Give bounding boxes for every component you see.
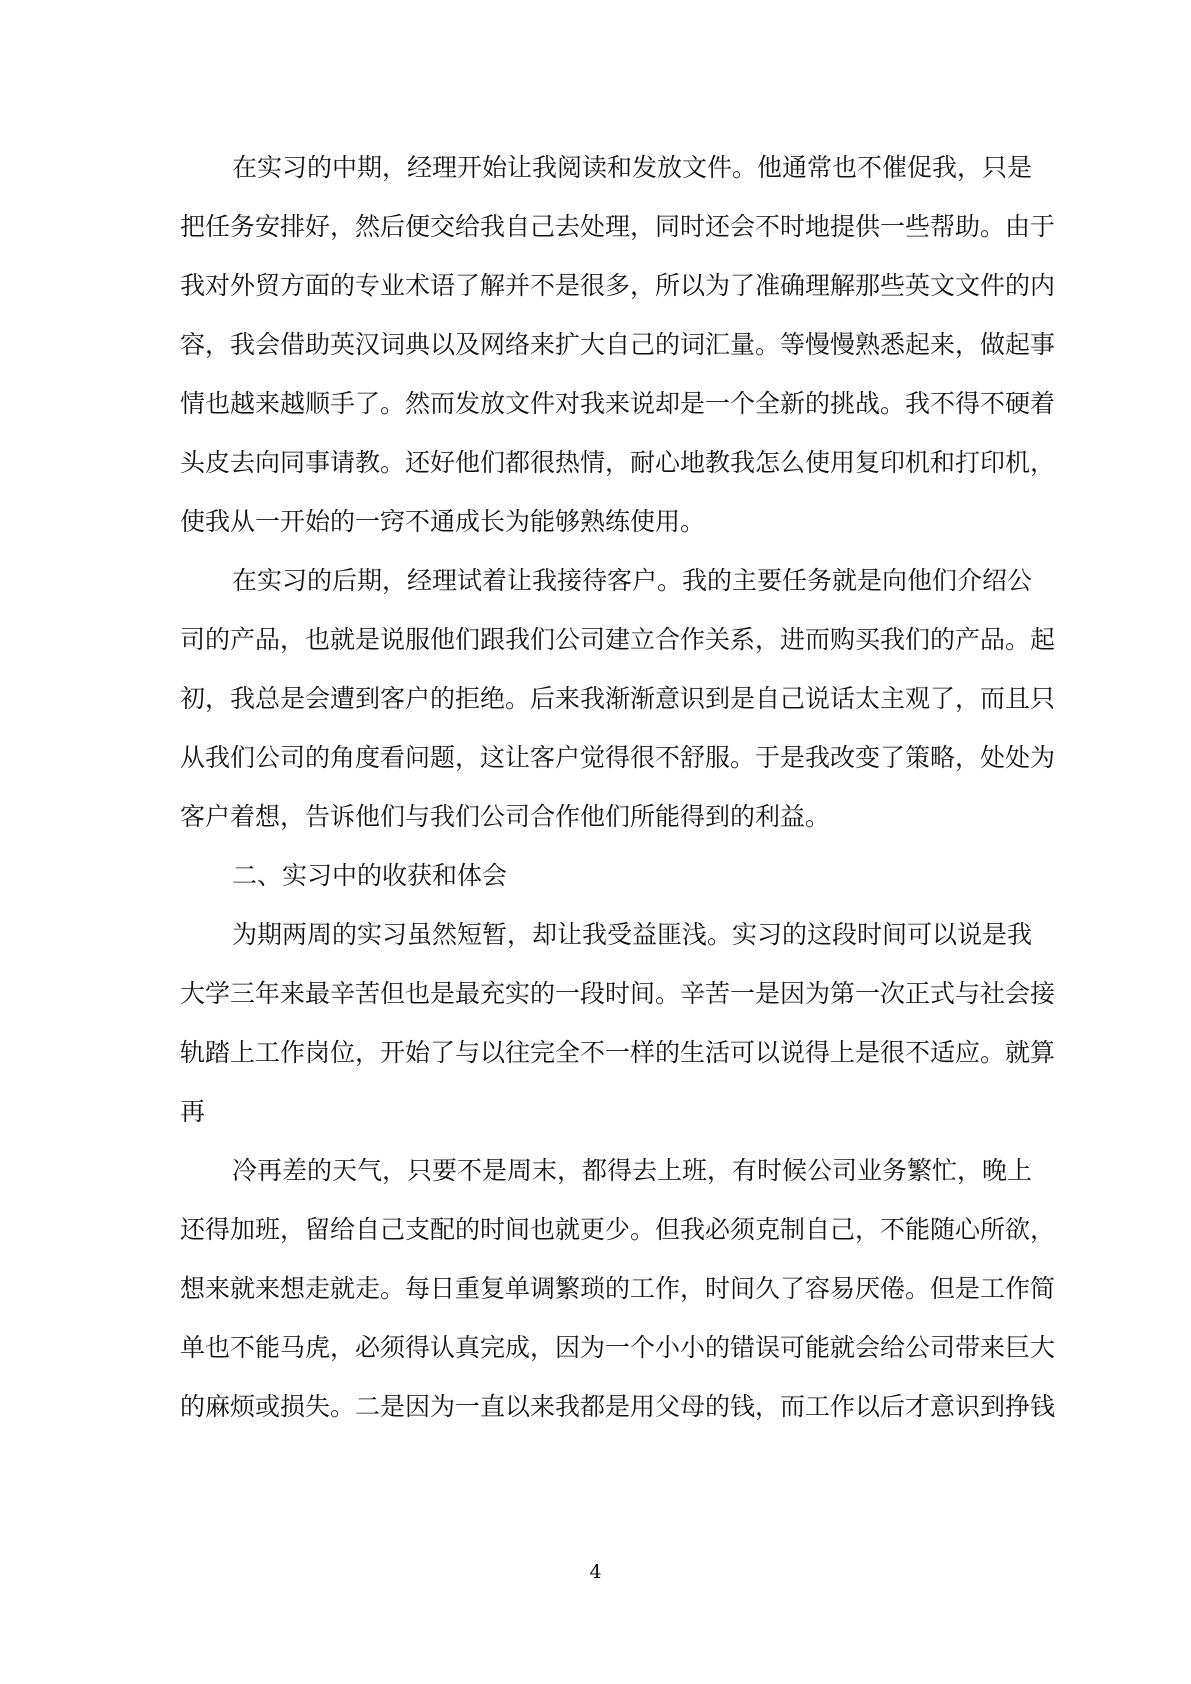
text-line: 初，我总是会遭到客户的拒绝。后来我渐渐意识到是自己说话太主观了，而且只 — [180, 684, 1056, 713]
text-line: 客户着想，告诉他们与我们公司合作他们所能得到的利益。 — [180, 802, 831, 831]
text-line: 为期两周的实习虽然短暂，却让我受益匪浅。实习的这段时间可以说是我 — [232, 920, 1033, 949]
section-heading: 二、实习中的收获和体会 — [232, 861, 508, 890]
text-line: 轨踏上工作岗位，开始了与以往完全不一样的生活可以说得上是很不适应。就算 — [180, 1038, 1056, 1067]
text-line: 还得加班，留给自己支配的时间也就更少。但我必须克制自己，不能随心所欲， — [180, 1215, 1056, 1244]
text-line: 再 — [180, 1097, 206, 1126]
page-number: 4 — [589, 1561, 602, 1583]
text-line: 在实习的后期，经理试着让我接待客户。我的主要任务就是向他们介绍公 — [232, 566, 1033, 595]
text-line: 单也不能马虎，必须得认真完成，因为一个小小的错误可能就会给公司带来巨大 — [180, 1333, 1056, 1362]
text-line: 把任务安排好，然后便交给我自己去处理，同时还会不时地提供一些帮助。由于 — [180, 212, 1056, 241]
text-line: 冷再差的天气，只要不是周末，都得去上班，有时候公司业务繁忙，晚上 — [232, 1156, 1033, 1185]
text-line: 司的产品，也就是说服他们跟我们公司建立合作关系，进而购买我们的产品。起 — [180, 625, 1056, 654]
text-line: 的麻烦或损失。二是因为一直以来我都是用父母的钱，而工作以后才意识到挣钱 — [180, 1392, 1056, 1421]
text-line: 我对外贸方面的专业术语了解并不是很多，所以为了准确理解那些英文文件的内 — [180, 271, 1056, 300]
text-line: 想来就来想走就走。每日重复单调繁琐的工作，时间久了容易厌倦。但是工作简 — [180, 1274, 1056, 1303]
text-line: 容，我会借助英汉词典以及网络来扩大自己的词汇量。等慢慢熟悉起来，做起事 — [180, 330, 1056, 359]
text-line: 使我从一开始的一窍不通成长为能够熟练使用。 — [180, 507, 706, 536]
text-line: 大学三年来最辛苦但也是最充实的一段时间。辛苦一是因为第一次正式与社会接 — [180, 979, 1056, 1008]
text-line: 从我们公司的角度看问题，这让客户觉得很不舒服。于是我改变了策略，处处为 — [180, 743, 1056, 772]
text-line: 在实习的中期，经理开始让我阅读和发放文件。他通常也不催促我，只是 — [232, 153, 1033, 182]
text-line: 头皮去向同事请教。还好他们都很热情，耐心地教我怎么使用复印机和打印机， — [180, 448, 1056, 477]
text-line: 情也越来越顺手了。然而发放文件对我来说却是一个全新的挑战。我不得不硬着 — [180, 389, 1056, 418]
body-text — [180, 138, 1056, 1436]
